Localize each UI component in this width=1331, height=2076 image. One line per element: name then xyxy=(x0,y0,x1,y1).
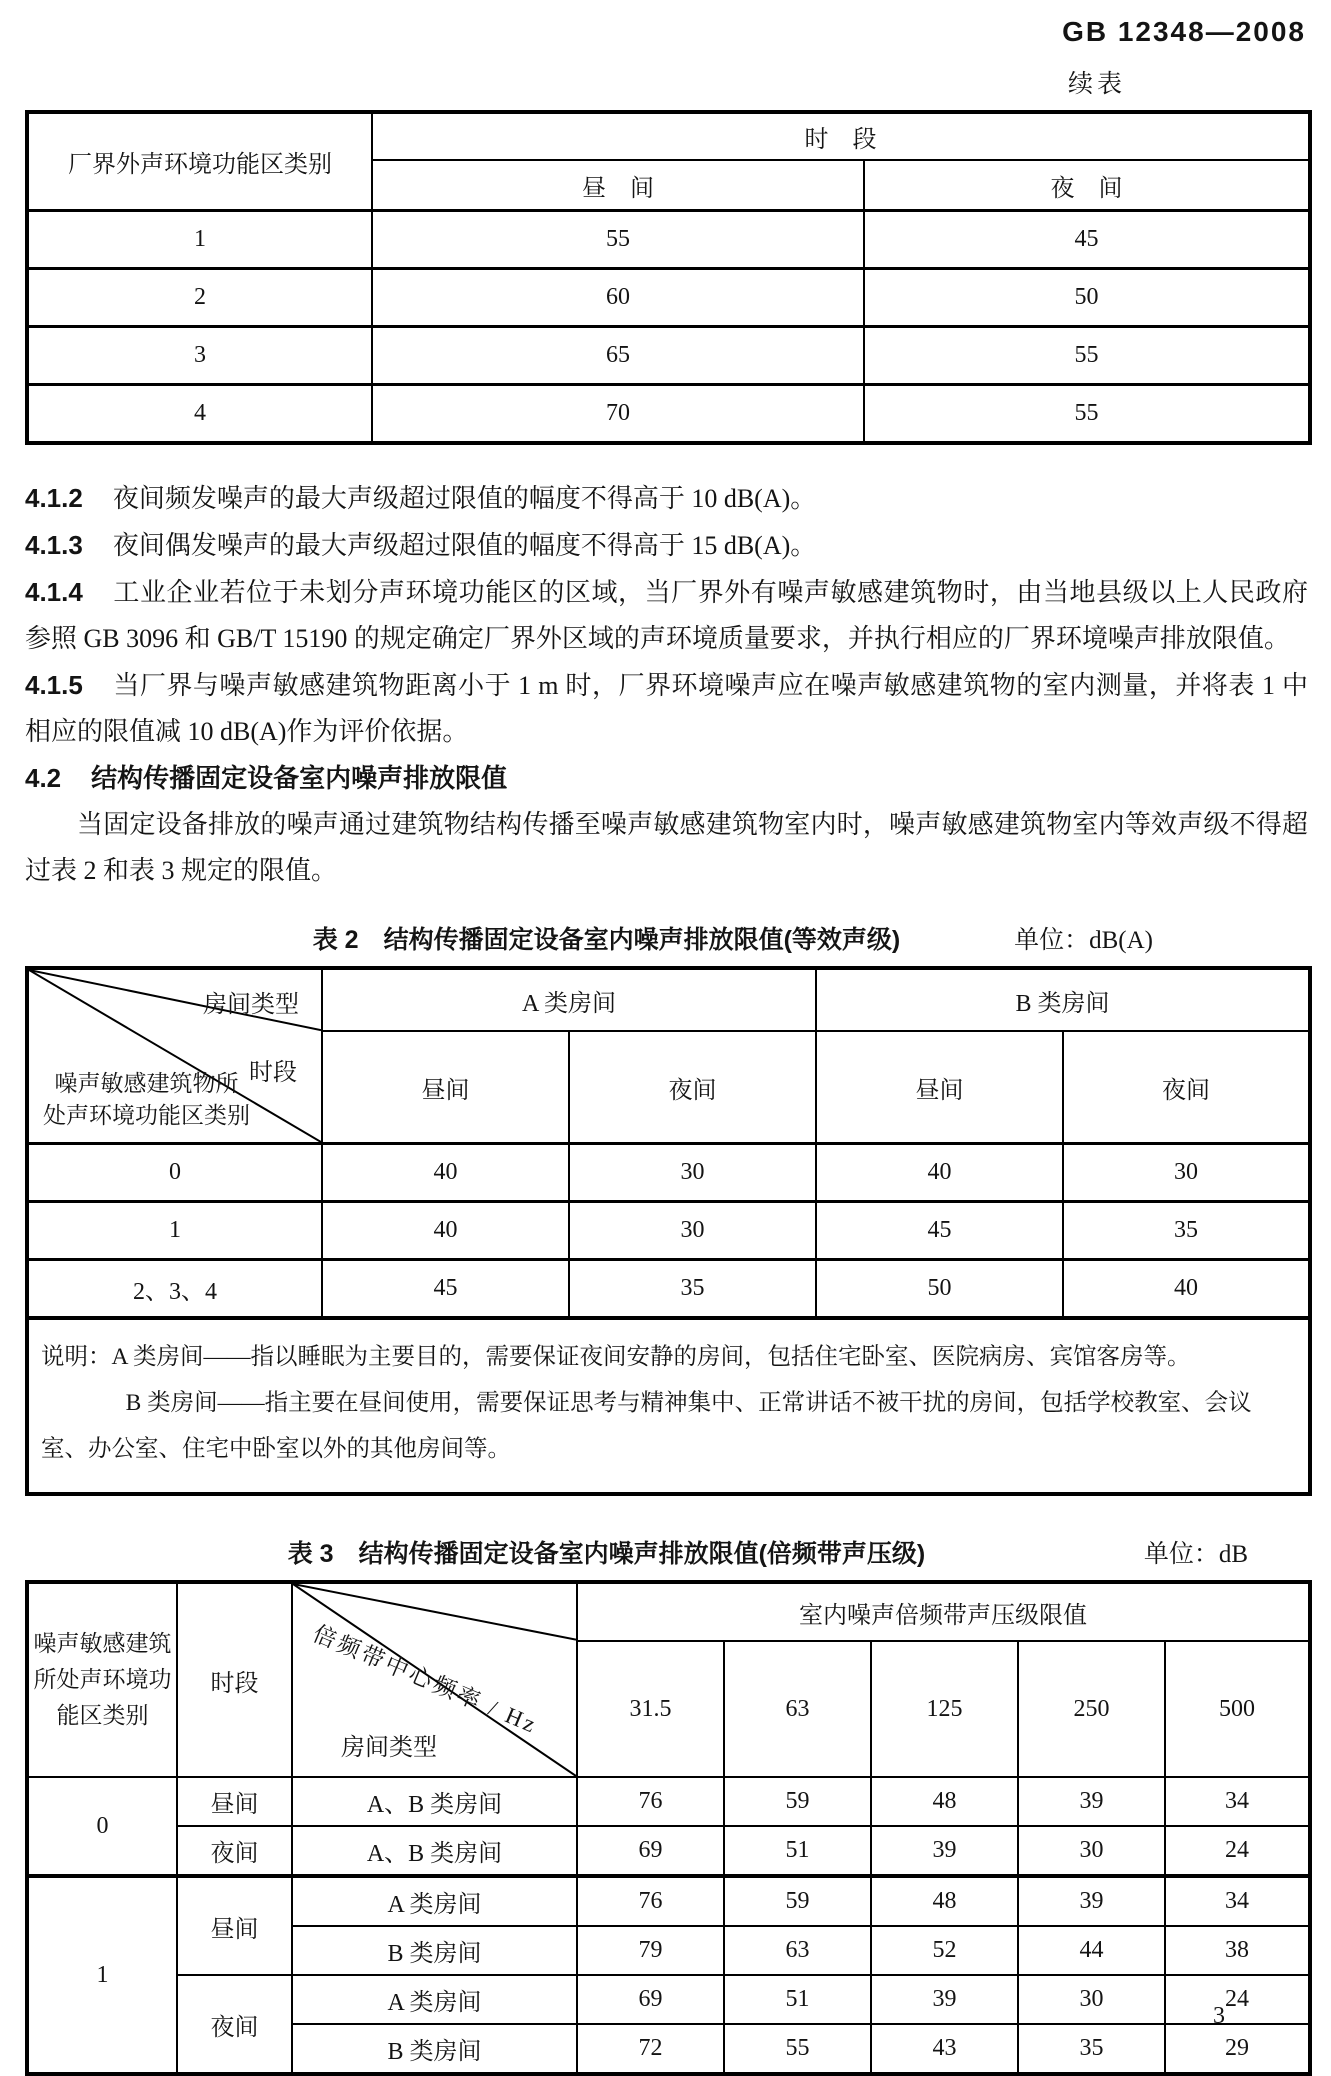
limit-value: 40 xyxy=(322,1202,569,1260)
limit-value: 34 xyxy=(1165,1777,1310,1826)
limit-value: 48 xyxy=(871,1777,1018,1826)
zone-category: 0 xyxy=(27,1777,177,1876)
continued-table-label: 续表 xyxy=(1067,71,1126,98)
table1-night-header: 夜 间 xyxy=(864,160,1310,211)
clause-4-1-4 xyxy=(25,569,1308,662)
note-line-a: 说明：A 类房间——指以睡眠为主要目的，需要保证夜间安静的房间，包括住宅卧室、医院病房、宾馆客房等。 xyxy=(41,1344,1191,1370)
room-cell: A、B 类房间 xyxy=(292,1826,577,1876)
limit-value: 55 xyxy=(724,2024,871,2074)
zone-category: 1 xyxy=(27,211,372,269)
clause-text: 工业企业若位于未划分声环境功能区的区域，当厂界外有噪声敏感建筑物时，由当地县级以上人民政府参照 GB 3096 和 GB/T 15190 的规定确定厂界外区域的声环境质量要求，并执行相应的厂界环境噪声排放限值。 xyxy=(25,578,1308,653)
limit-value: 30 xyxy=(569,1144,816,1202)
frequency-header: 63 xyxy=(724,1641,871,1777)
table3-unit-label: 单位：dB xyxy=(1143,1541,1248,1568)
zone-category: 2、3、4 xyxy=(27,1260,322,1319)
document-header xyxy=(25,16,1308,100)
limit-value: 35 xyxy=(1063,1202,1310,1260)
limit-value: 30 xyxy=(1018,1826,1165,1876)
table-row xyxy=(27,1202,1310,1260)
clause-text: 当厂界与噪声敏感建筑物距离小于 1 m 时，厂界环境噪声应在噪声敏感建筑物的室内测量，并将表 1 中相应的限值减 10 dB(A)作为评价依据。 xyxy=(25,671,1308,746)
table-row xyxy=(27,1144,1310,1202)
limit-value: 79 xyxy=(577,1926,724,1975)
page-number: 3 xyxy=(1213,2003,1225,2029)
limit-value: 69 xyxy=(577,1975,724,2024)
day-header: 昼间 xyxy=(322,1031,569,1144)
table3-limits-header: 室内噪声倍频带声压级限值 xyxy=(577,1582,1310,1641)
octave-band-frequency-label: 倍频带中心频率 / Hz xyxy=(309,1620,542,1739)
limit-value: 72 xyxy=(577,2024,724,2074)
zone-category: 1 xyxy=(27,1876,177,2074)
table2-caption-row xyxy=(25,920,1308,954)
limit-value: 30 xyxy=(1018,1975,1165,2024)
table1-period-header: 时 段 xyxy=(372,112,1310,160)
night-header: 夜间 xyxy=(1063,1031,1310,1144)
limit-value: 59 xyxy=(724,1876,871,1926)
limit-value: 55 xyxy=(864,327,1310,385)
limit-value: 44 xyxy=(1018,1926,1165,1975)
note-line-b: B 类房间——指主要在昼间使用，需要保证思考与精神集中、正常讲话不被干扰的房间，包括学校教室、会议室、办公室、住宅中卧室以外的其他房间等。 xyxy=(41,1390,1252,1462)
clause-number: 4.1.3 xyxy=(25,530,83,560)
table1-category-header: 厂界外声环境功能区类别 xyxy=(27,112,372,211)
limit-value: 35 xyxy=(569,1260,816,1319)
limit-value: 40 xyxy=(816,1144,1063,1202)
limit-value: 29 xyxy=(1165,2024,1310,2074)
frequency-header: 500 xyxy=(1165,1641,1310,1777)
limit-value: 76 xyxy=(577,1876,724,1926)
limit-value: 40 xyxy=(1063,1260,1310,1319)
limit-value: 39 xyxy=(1018,1876,1165,1926)
table3-period-header: 时段 xyxy=(177,1582,292,1777)
limit-value: 51 xyxy=(724,1975,871,2024)
limit-value: 52 xyxy=(871,1926,1018,1975)
table3-zone-header: 噪声敏感建筑 所处声环境功 能区类别 xyxy=(27,1582,177,1777)
room-cell: A 类房间 xyxy=(292,1876,577,1926)
room-cell: B 类房间 xyxy=(292,2024,577,2074)
section-4-2-paragraph: 当固定设备排放的噪声通过建筑物结构传播至噪声敏感建筑物室内时，噪声敏感建筑物室内等效声级不得超过表 2 和表 3 规定的限值。 xyxy=(25,810,1308,885)
clause-number: 4.1.2 xyxy=(25,483,83,513)
limit-value: 30 xyxy=(1063,1144,1310,1202)
limit-value: 55 xyxy=(864,385,1310,444)
section-title: 结构传播固定设备室内噪声排放限值 xyxy=(91,763,508,793)
limit-value: 60 xyxy=(372,269,864,327)
limit-value: 35 xyxy=(1018,2024,1165,2074)
room-cell: A 类房间 xyxy=(292,1975,577,2024)
table-row xyxy=(27,1975,1310,2024)
limit-value: 59 xyxy=(724,1777,871,1826)
room-a-header: A 类房间 xyxy=(322,968,816,1031)
room-type-label: 房间类型 xyxy=(341,1735,437,1761)
zone-category: 1 xyxy=(27,1202,322,1260)
table2-caption: 表 2 结构传播固定设备室内噪声排放限值(等效声级) xyxy=(312,926,901,954)
limit-value: 50 xyxy=(864,269,1310,327)
clause-4-1-2 xyxy=(25,475,1308,522)
limit-value: 39 xyxy=(871,1826,1018,1876)
period-cell: 昼间 xyxy=(177,1777,292,1826)
table1-day-header: 昼 间 xyxy=(372,160,864,211)
night-header: 夜间 xyxy=(569,1031,816,1144)
limit-value: 55 xyxy=(372,211,864,269)
limit-value: 48 xyxy=(871,1876,1018,1926)
limit-value: 39 xyxy=(871,1975,1018,2024)
table2-note xyxy=(27,1318,1310,1494)
zone-category: 0 xyxy=(27,1144,322,1202)
table-row xyxy=(27,385,1310,444)
clause-4-1-5 xyxy=(25,662,1308,755)
limit-value: 50 xyxy=(816,1260,1063,1319)
room-cell: A、B 类房间 xyxy=(292,1777,577,1826)
table2-diagonal-header xyxy=(27,968,322,1144)
limit-value: 69 xyxy=(577,1826,724,1876)
table-row xyxy=(27,1260,1310,1319)
table-row xyxy=(27,269,1310,327)
period-cell: 夜间 xyxy=(177,1975,292,2074)
room-b-header: B 类房间 xyxy=(816,968,1310,1031)
table2-unit-label: 单位：dB(A) xyxy=(1014,927,1153,954)
section-4-2-heading xyxy=(25,755,1308,802)
table-row xyxy=(27,1777,1310,1826)
zone-category: 4 xyxy=(27,385,372,444)
limit-value: 51 xyxy=(724,1826,871,1876)
table3-octave-band-limits xyxy=(25,1580,1312,2076)
limit-value: 45 xyxy=(864,211,1310,269)
clauses-section xyxy=(25,475,1308,894)
limit-value: 40 xyxy=(322,1144,569,1202)
limit-value: 76 xyxy=(577,1777,724,1826)
limit-value: 70 xyxy=(372,385,864,444)
limit-value: 39 xyxy=(1018,1777,1165,1826)
clause-4-1-3 xyxy=(25,522,1308,569)
table2-note-row xyxy=(27,1318,1310,1494)
clause-number: 4.1.5 xyxy=(25,670,83,700)
frequency-header: 31.5 xyxy=(577,1641,724,1777)
limit-value: 30 xyxy=(569,1202,816,1260)
section-number: 4.2 xyxy=(25,763,62,793)
limit-value: 24 xyxy=(1165,1975,1310,2024)
standard-number: GB 12348—2008 xyxy=(1062,16,1306,47)
table2-indoor-equivalent-level-limits xyxy=(25,966,1312,1496)
table3-caption-row xyxy=(25,1534,1308,1568)
limit-value: 24 xyxy=(1165,1826,1310,1876)
day-header: 昼间 xyxy=(816,1031,1063,1144)
table-row xyxy=(27,211,1310,269)
room-type-label: 房间类型 xyxy=(203,992,299,1018)
frequency-header: 125 xyxy=(871,1641,1018,1777)
limit-value: 45 xyxy=(816,1202,1063,1260)
table-row xyxy=(27,1826,1310,1876)
zone-label: 噪声敏感建筑物所 处声环境功能区类别 xyxy=(43,1071,250,1128)
table3-caption: 表 3 结构传播固定设备室内噪声排放限值(倍频带声压级) xyxy=(287,1540,926,1568)
table-row xyxy=(27,1876,1310,1926)
clause-text: 夜间频发噪声的最大声级超过限值的幅度不得高于 10 dB(A)。 xyxy=(112,484,817,513)
limit-value: 34 xyxy=(1165,1876,1310,1926)
limit-value: 63 xyxy=(724,1926,871,1975)
room-cell: B 类房间 xyxy=(292,1926,577,1975)
zone-category: 3 xyxy=(27,327,372,385)
zone-category: 2 xyxy=(27,269,372,327)
table1-boundary-noise-limits xyxy=(25,110,1312,445)
frequency-header: 250 xyxy=(1018,1641,1165,1777)
table3-diagonal-header xyxy=(292,1582,577,1777)
clause-text: 夜间偶发噪声的最大声级超过限值的幅度不得高于 15 dB(A)。 xyxy=(112,531,817,560)
table-row xyxy=(27,327,1310,385)
period-label: 时段 xyxy=(249,1060,297,1086)
period-cell: 昼间 xyxy=(177,1876,292,1975)
period-cell: 夜间 xyxy=(177,1826,292,1876)
clause-number: 4.1.4 xyxy=(25,577,83,607)
limit-value: 65 xyxy=(372,327,864,385)
limit-value: 45 xyxy=(322,1260,569,1319)
limit-value: 43 xyxy=(871,2024,1018,2074)
limit-value: 38 xyxy=(1165,1926,1310,1975)
